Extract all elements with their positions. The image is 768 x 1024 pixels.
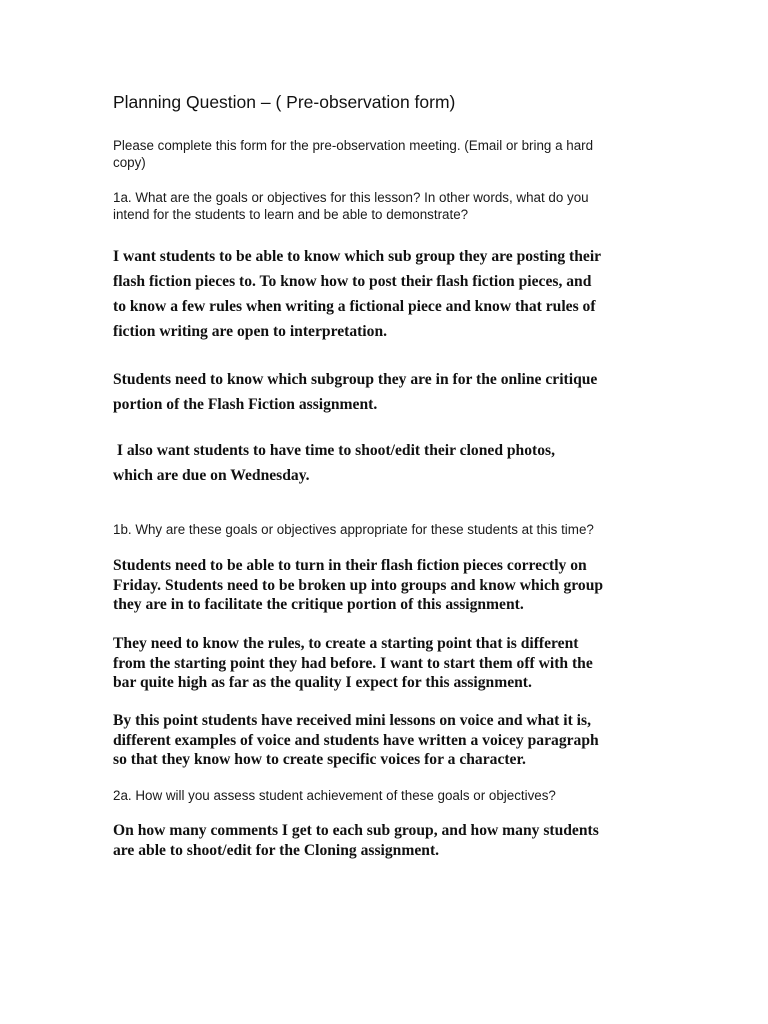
answer-1a-paragraph <box>113 438 555 488</box>
text-line: flash fiction pieces to. To know how to post their flash fiction pieces, and <box>113 273 592 290</box>
text-line: bar quite high as far as the quality I expect for this assignment. <box>113 674 532 691</box>
text-line: they are in to facilitate the critique portion of this assignment. <box>113 596 524 613</box>
text-line: 1b. Why are these goals or objectives appropriate for these students at this time? <box>113 522 594 537</box>
form-title: Planning Question – ( Pre-observation form) <box>113 92 456 112</box>
text-line: copy) <box>113 155 146 170</box>
answer-1b-paragraph <box>113 556 603 615</box>
question-1a <box>113 189 589 223</box>
answer-1b-paragraph <box>113 711 599 770</box>
text-line: Students need to know which subgroup they are in for the online critique <box>113 371 598 388</box>
text-line: I want students to be able to know which sub group they are posting their <box>113 248 602 265</box>
text-line: Please complete this form for the pre-observation meeting. (Email or bring a hard <box>113 138 594 153</box>
answer-1b-paragraph <box>113 634 593 693</box>
text-line: 2a. How will you assess student achievement of these goals or objectives? <box>113 788 556 803</box>
text-line: They need to know the rules, to create a starting point that is different <box>113 635 579 652</box>
text-line: Students need to be able to turn in their flash fiction pieces correctly on <box>113 557 587 574</box>
text-line: fiction writing are open to interpretation. <box>113 323 388 340</box>
question-2a <box>113 787 556 804</box>
text-line: By this point students have received mini lessons on voice and what it is, <box>113 712 591 729</box>
text-line: On how many comments I get to each sub group, and how many students <box>113 822 599 839</box>
answer-1a-paragraph <box>113 367 597 417</box>
text-line: are able to shoot/edit for the Cloning assignment. <box>113 841 440 859</box>
text-line: from the starting point they had before. I want to start them off with the <box>113 654 593 672</box>
text-line: intend for the students to learn and be able to demonstrate? <box>113 207 469 222</box>
answer-1a-paragraph <box>113 244 601 344</box>
answer-2a-paragraph <box>113 821 599 860</box>
text-line: I also want students to have time to shoot/edit their cloned photos, <box>113 442 555 459</box>
text-line: Friday. Students need to be broken up into groups and know which group <box>113 576 604 594</box>
question-1b <box>113 521 594 538</box>
text-line: which are due on Wednesday. <box>113 467 310 484</box>
text-line: so that they know how to create specific voices for a character. <box>113 751 526 768</box>
form-instructions <box>113 137 593 171</box>
text-line: to know a few rules when writing a fictional piece and know that rules of <box>113 298 596 315</box>
text-line: portion of the Flash Fiction assignment. <box>113 396 378 413</box>
text-line: different examples of voice and students have written a voicey paragraph <box>113 731 599 749</box>
text-line: 1a. What are the goals or objectives for this lesson? In other words, what do you <box>113 190 589 205</box>
